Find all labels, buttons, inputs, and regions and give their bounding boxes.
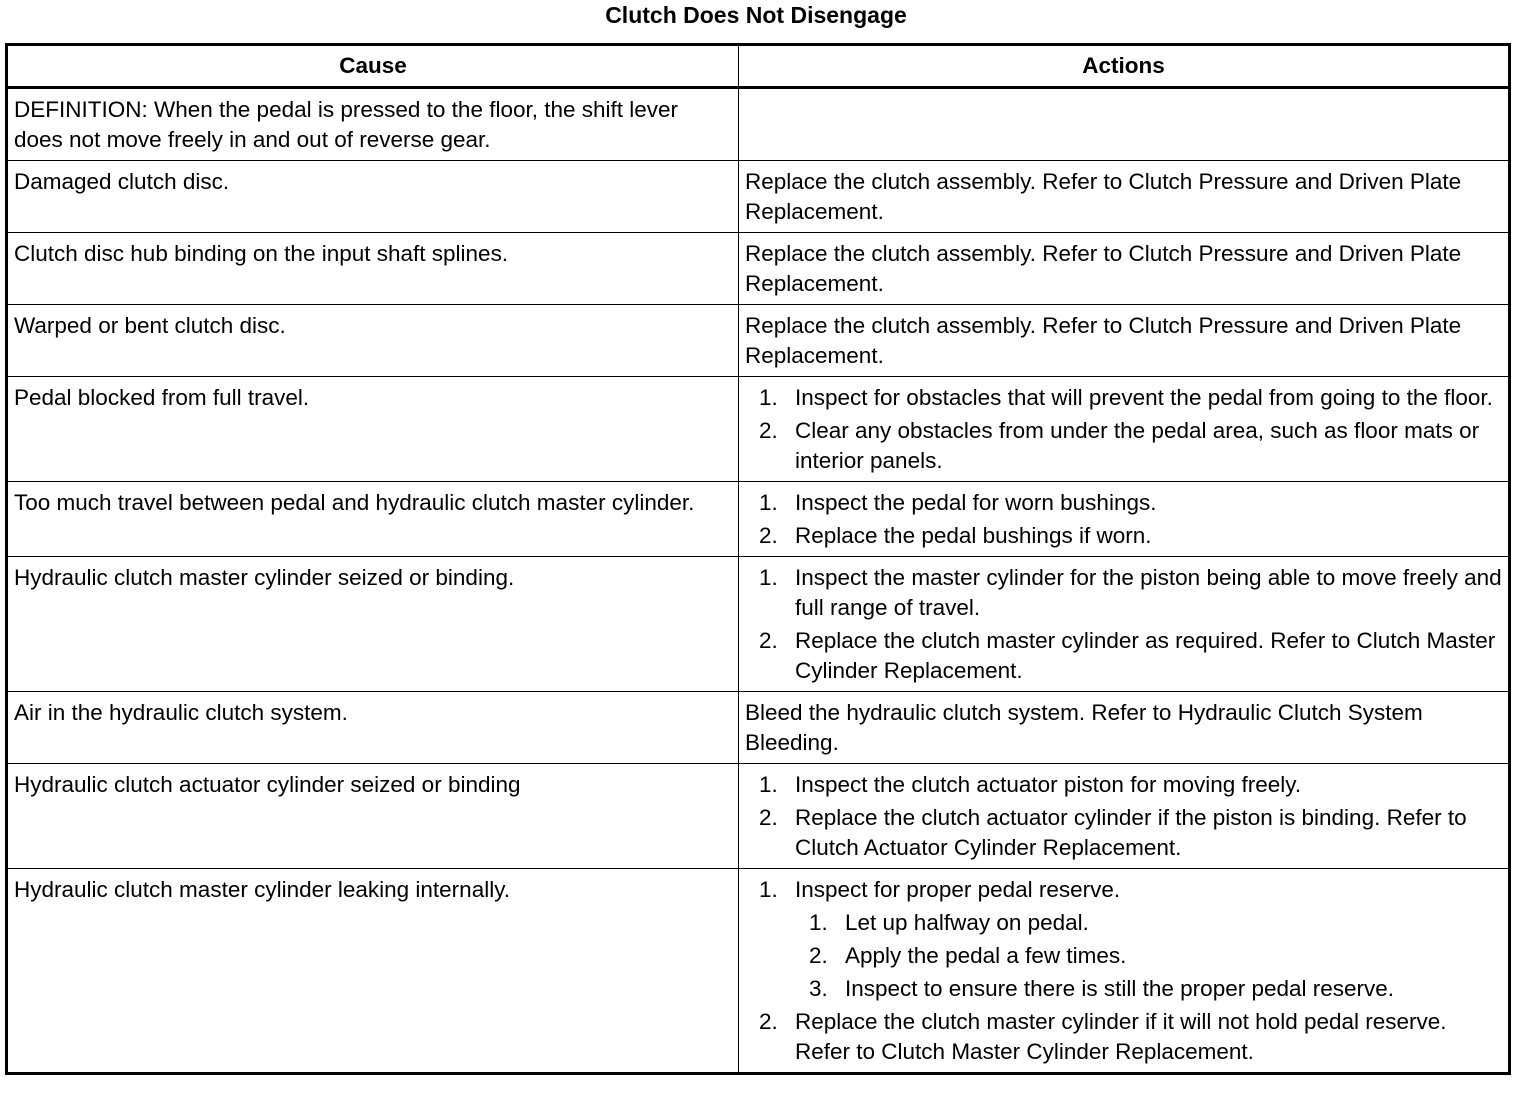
action-cell: Bleed the hydraulic clutch system. Refer to Hydraulic Clutch System Bleeding. <box>739 692 1510 764</box>
action-step <box>745 383 1502 413</box>
step-text: Inspect the master cylinder for the piston being able to move freely and full range of travel. <box>795 565 1502 620</box>
action-steps <box>745 488 1502 551</box>
cause-cell: Air in the hydraulic clutch system. <box>7 692 739 764</box>
step-text: Clear any obstacles from under the pedal area, such as floor mats or interior panels. <box>795 418 1480 473</box>
substep-number: 3. <box>809 976 828 1001</box>
action-cell: Replace the clutch assembly. Refer to Clutch Pressure and Driven Plate Replacement. <box>739 233 1510 305</box>
step-text: Inspect the pedal for worn bushings. <box>795 490 1157 515</box>
action-steps <box>745 383 1502 476</box>
table-row <box>7 161 1510 233</box>
action-step <box>745 626 1502 686</box>
action-cell <box>739 377 1510 482</box>
table-header-row <box>7 45 1510 88</box>
table-row <box>7 377 1510 482</box>
action-step <box>745 488 1502 518</box>
action-steps <box>745 770 1502 863</box>
cause-cell: Hydraulic clutch master cylinder seized or binding. <box>7 557 739 692</box>
cause-cell: Warped or bent clutch disc. <box>7 305 739 377</box>
action-step <box>745 875 1502 1004</box>
substep-number: 1. <box>809 910 828 935</box>
table-row <box>7 764 1510 869</box>
step-text: Inspect for proper pedal reserve. <box>795 877 1121 902</box>
action-step <box>745 803 1502 863</box>
action-cell <box>739 482 1510 557</box>
table-row <box>7 233 1510 305</box>
step-number: 1. <box>759 772 778 797</box>
table-row <box>7 305 1510 377</box>
diagnostic-table <box>5 43 1511 1075</box>
step-text: Inspect the clutch actuator piston for moving freely. <box>795 772 1302 797</box>
cause-cell: DEFINITION: When the pedal is pressed to the floor, the shift lever does not move freely in and out of reverse gear. <box>7 88 739 161</box>
action-cell: Replace the clutch assembly. Refer to Clutch Pressure and Driven Plate Replacement. <box>739 161 1510 233</box>
action-cell <box>739 764 1510 869</box>
action-step <box>745 563 1502 623</box>
action-step <box>745 770 1502 800</box>
action-cell <box>739 557 1510 692</box>
step-number: 2. <box>759 628 778 653</box>
action-step <box>745 1007 1502 1067</box>
substep-text: Inspect to ensure there is still the proper pedal reserve. <box>845 976 1395 1001</box>
cause-cell: Damaged clutch disc. <box>7 161 739 233</box>
table-row <box>7 869 1510 1074</box>
step-number: 1. <box>759 877 778 902</box>
table-row <box>7 692 1510 764</box>
page-title: Clutch Does Not Disengage <box>605 2 907 28</box>
cause-cell: Hydraulic clutch master cylinder leaking internally. <box>7 869 739 1074</box>
substep-text: Let up halfway on pedal. <box>845 910 1089 935</box>
step-number: 1. <box>759 385 778 410</box>
cause-cell: Pedal blocked from full travel. <box>7 377 739 482</box>
action-steps <box>745 563 1502 686</box>
table-row <box>7 482 1510 557</box>
table-row <box>7 88 1510 161</box>
action-cell <box>739 88 1510 161</box>
action-step <box>745 416 1502 476</box>
step-number: 2. <box>759 418 778 443</box>
cause-cell: Hydraulic clutch actuator cylinder seized or binding <box>7 764 739 869</box>
step-number: 1. <box>759 490 778 515</box>
action-steps <box>745 875 1502 1067</box>
action-substep <box>795 941 1502 971</box>
step-number: 2. <box>759 805 778 830</box>
substep-text: Apply the pedal a few times. <box>845 943 1127 968</box>
action-cell <box>739 869 1510 1074</box>
action-substep <box>795 974 1502 1004</box>
cause-cell: Too much travel between pedal and hydraulic clutch master cylinder. <box>7 482 739 557</box>
action-substeps <box>795 908 1502 1004</box>
action-substep <box>795 908 1502 938</box>
table-row <box>7 557 1510 692</box>
substep-number: 2. <box>809 943 828 968</box>
step-number: 1. <box>759 565 778 590</box>
step-number: 2. <box>759 1009 778 1034</box>
step-text: Replace the pedal bushings if worn. <box>795 523 1152 548</box>
cause-column-header: Cause <box>7 45 739 88</box>
action-step <box>745 521 1502 551</box>
step-text: Inspect for obstacles that will prevent the pedal from going to the floor. <box>795 385 1493 410</box>
actions-column-header: Actions <box>739 45 1510 88</box>
step-text: Replace the clutch master cylinder as required. Refer to Clutch Master Cylinder Replacement. <box>795 628 1496 683</box>
step-text: Replace the clutch actuator cylinder if the piston is binding. Refer to Clutch Actuator Cylinder Replacement. <box>795 805 1467 860</box>
step-number: 2. <box>759 523 778 548</box>
step-text: Replace the clutch master cylinder if it will not hold pedal reserve. Refer to Clutch Master Cylinder Replacement. <box>795 1009 1447 1064</box>
cause-cell: Clutch disc hub binding on the input shaft splines. <box>7 233 739 305</box>
action-cell: Replace the clutch assembly. Refer to Clutch Pressure and Driven Plate Replacement. <box>739 305 1510 377</box>
